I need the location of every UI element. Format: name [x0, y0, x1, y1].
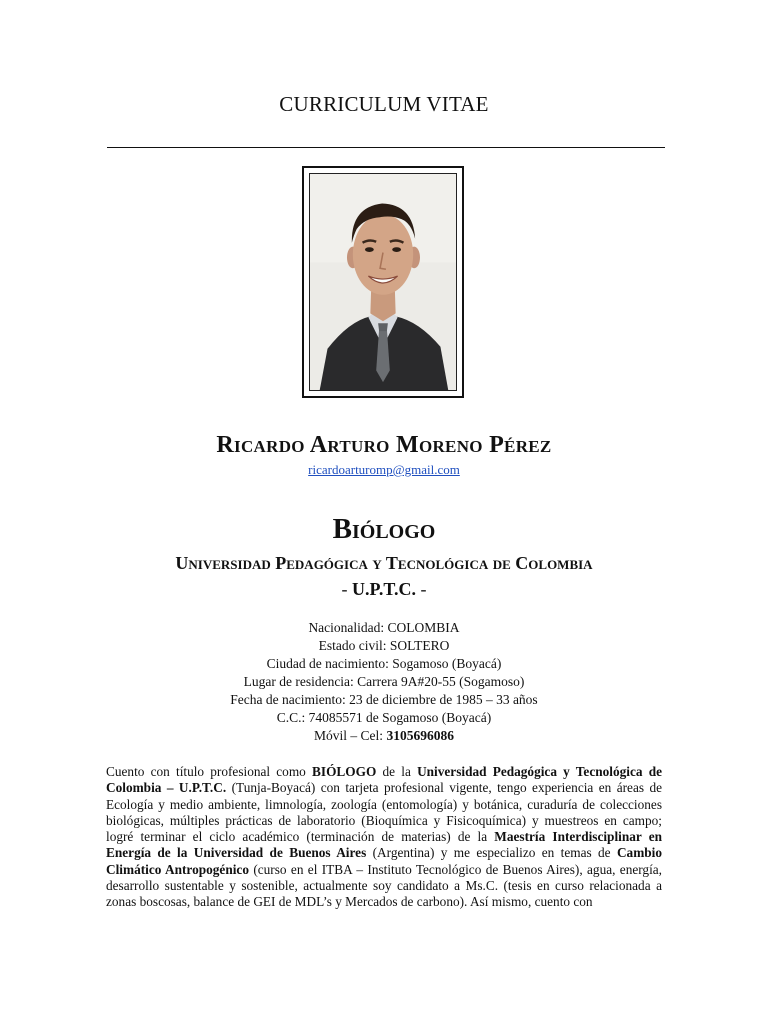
- profession-title: Biólogo: [332, 513, 436, 545]
- summary-text-4: (Argentina) y me especializo en temas de: [366, 845, 617, 861]
- document-title: CURRICULUM VITAE: [279, 92, 489, 116]
- person-name: Ricardo Arturo Moreno Pérez: [216, 432, 552, 458]
- phone-label: Móvil – Cel:: [314, 728, 387, 743]
- title-divider: [107, 147, 665, 148]
- profile-photo: [309, 173, 457, 391]
- detail-residence: Lugar de residencia: Carrera 9A#20-55 (Sogamoso): [243, 674, 525, 689]
- summary-text-2: de la: [376, 764, 418, 779]
- summary-bold-climate: Cambio Climático Antropogénico: [106, 845, 663, 877]
- summary-text-5: (curso en el ITBA – Instituto Tecnológico de Buenos Aires), agua, energía, desarrollo sustentable y sostenible, actualmente soy candidato a Ms.C. (tesis en curso relacionada a zonas boscosas, balance de GEI de MDL’s y Mercados de carbono). Así mismo, cuento con: [106, 861, 662, 910]
- detail-phone: [0, 727, 768, 745]
- detail-civil-status: Estado civil: SOLTERO: [318, 638, 450, 653]
- detail-nationality: Nacionalidad: COLOMBIA: [308, 620, 460, 635]
- abbrev-text: U.P.T.C.: [351, 579, 416, 599]
- summary-bold-masters: Maestría Interdisciplinar en Energía de la Universidad de Buenos Aires: [106, 829, 663, 861]
- summary-bold-university: Universidad Pedagógica y Tecnológica de Colombia – U.P.T.C.: [106, 764, 662, 796]
- summary-bold-profession: BIÓLOGO: [312, 764, 377, 779]
- profile-photo-frame: [302, 166, 464, 398]
- summary-text-3: (Tunja-Boyacá) con tarjeta profesional vigente, tengo experiencia en áreas de Ecología y medio ambiente, limnología, zoología (entomología) y botánica, curaduría de colecciones biológicas, múltiples prácticas de laboratorio (Bioquímica y Fisicoquímica) y muestreos en campo; logré terminar el ciclo académico (terminación de materias) de la: [106, 780, 662, 845]
- university-abbreviation: [0, 579, 768, 600]
- portrait-photo-icon: [310, 174, 456, 390]
- profile-summary: [106, 764, 662, 911]
- detail-birth-city: Ciudad de nacimiento: Sogamoso (Boyacá): [266, 656, 502, 671]
- phone-number: 3105696086: [386, 728, 454, 743]
- email-link[interactable]: ricardoarturomp@gmail.com: [308, 462, 460, 477]
- detail-id-number: C.C.: 74085571 de Sogamoso (Boyacá): [276, 710, 492, 725]
- university-name: Universidad Pedagógica y Tecnológica de Colombia: [175, 553, 593, 573]
- summary-text-1: Cuento con título profesional como: [106, 764, 313, 779]
- detail-birth-date: Fecha de nacimiento: 23 de diciembre de 1985 – 33 años: [230, 692, 538, 707]
- personal-details: [0, 619, 768, 745]
- abbrev-suffix: -: [416, 579, 427, 599]
- abbrev-prefix: -: [341, 579, 352, 599]
